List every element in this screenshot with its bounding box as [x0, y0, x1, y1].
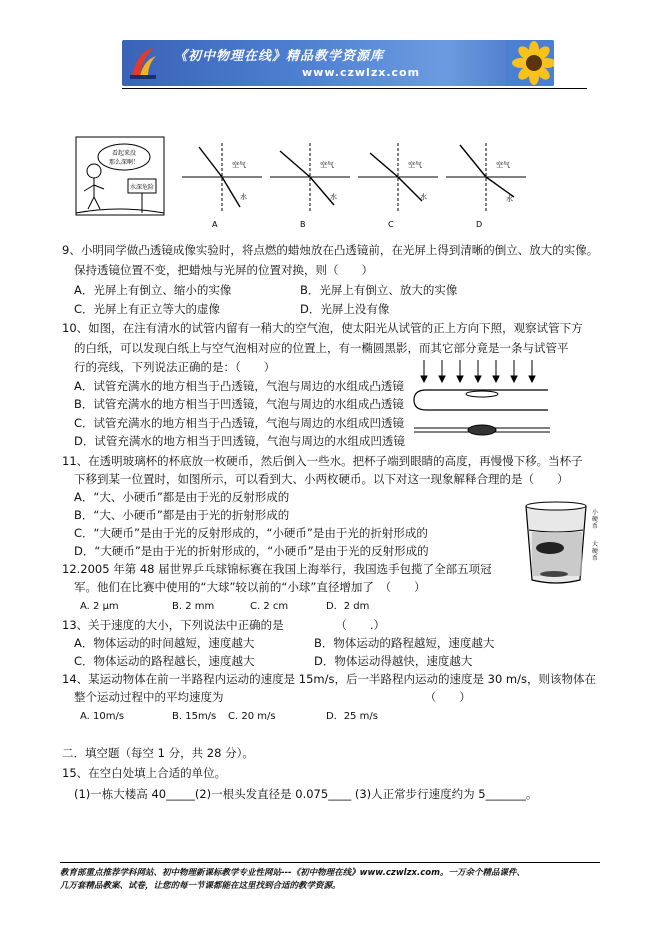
test-tube-figure	[412, 358, 552, 440]
q11-option-b: B．“大、小硬币”都是由于光的折射形成的	[74, 508, 290, 522]
q10-stem-line3: 行的亮线，下列说法正确的是：（ ）	[74, 360, 276, 374]
footer-line1: 教育部重点推荐学科网站、初中物理新课标教学专业性网站---《初中物理在线》www.czwlzx.com。一万余个精品课件、	[60, 868, 525, 878]
q10-option-d: D．试管充满水的地方相当于凹透镜，气泡与周边的水组成凹透镜	[74, 434, 405, 448]
q9-option-c: C．光屏上有正立等大的虚像	[74, 302, 221, 316]
q9-stem-line1: 9、小明同学做凸透镜成像实验时，将点燃的蜡烛放在凸透镜前，在光屏上得到清晰的倒立、放大的实像。	[62, 243, 599, 257]
option-label-c: C	[388, 220, 394, 229]
section2-title: 二．填空题（每空 1 分，共 28 分）。	[62, 746, 254, 760]
option-label-b: B	[300, 220, 306, 229]
cartoon-speech-2: 那么深啊！	[108, 159, 140, 166]
diagram-c	[358, 143, 438, 229]
air-label-a: 空气	[232, 161, 246, 169]
q9-option-d: D．光屏上没有像	[300, 302, 390, 316]
q9-option-b: B．光屏上有倒立、放大的实像	[300, 283, 458, 297]
q13-option-d: D．物体运动得越快，速度越大	[314, 654, 473, 668]
q14-stem-line2: 整个运动过程中的平均速度为 （ ）	[74, 690, 471, 704]
water-label-c: 水	[420, 193, 427, 201]
footer-line2: 几万套精品教案、试卷，让您的每一节课都能在这里找到合适的教学资源。	[60, 881, 341, 891]
diagram-d	[446, 143, 526, 229]
water-label-d: 水	[506, 195, 513, 203]
q12-option-c: C. 2 cm	[250, 601, 289, 612]
q14-option-d: D．25 m/s	[326, 711, 378, 722]
big-coin-label: 大硬币	[592, 541, 599, 562]
option-label-d: D	[476, 220, 483, 229]
water-label-a: 水	[240, 193, 247, 201]
small-coin-label: 小硬币	[592, 509, 599, 530]
air-label-b: 空气	[320, 161, 334, 169]
q11-stem-line1: 11、在透明玻璃杯的杯底放一枚硬币，然后倒入一些水。把杯子端到眼睛的高度，再慢慢下移。当杯子	[62, 454, 583, 468]
q11-stem-line2: 下移到某一位置时，如图所示，可以看到大、小两枚硬币。以下对这一现象解释合理的是（ ）	[74, 472, 569, 486]
q11-option-d: D．“大硬币”是由于光的折射形成的，“小硬币”是由于光的反射形成的	[74, 544, 429, 558]
q14-option-a: A. 10m/s	[80, 711, 125, 722]
diagram-a	[182, 143, 262, 229]
q13-option-c: C．物体运动的路程越长，速度越大	[74, 654, 255, 668]
header-rule	[122, 88, 587, 89]
q10-option-b: B．试管充满水的地方相当于凹透镜，气泡与周边的水组成凸透镜	[74, 397, 404, 411]
q11-option-a: A．“大、小硬币”都是由于光的反射形成的	[74, 490, 290, 504]
glass-cup-figure	[520, 500, 602, 588]
q10-option-a: A．试管充满水的地方相当于凸透镜，气泡与周边的水组成凸透镜	[74, 379, 404, 393]
q12-option-d: D．2 dm	[326, 601, 370, 612]
q11-option-c: C．“大硬币”是由于光的反射形成的，“小硬币”是由于光的折射形成的	[74, 526, 428, 540]
q12-option-a: A. 2 μm	[80, 601, 119, 612]
q10-stem-line1: 10、如图，在注有清水的试管内留有一稍大的空气泡，使太阳光从试管的正上方向下照，观察试管下方	[62, 321, 583, 335]
q10-stem-line2: 的白纸，可以发现白纸上与空气泡相对应的位置上，有一椭圆黑影，而其它部分竟是一条与试管平	[74, 341, 569, 355]
cartoon-speech-1: 看起来没	[111, 150, 137, 157]
air-label-c: 空气	[408, 161, 422, 169]
diagram-b	[270, 143, 350, 229]
q12-option-b: B. 2 mm	[172, 601, 215, 612]
banner-url: www.czwlzx.com	[302, 66, 421, 79]
q14-option-c: C. 20 m/s	[228, 711, 276, 722]
q13-option-a: A．物体运动的时间越短，速度越大	[74, 636, 255, 650]
q9-option-a: A．光屏上有倒立、缩小的实像	[74, 283, 232, 297]
q13-stem: 13、关于速度的大小，下列说法中正确的是 （ .）	[62, 618, 386, 632]
site-banner	[122, 40, 554, 86]
banner-title: 《初中物理在线》精品教学资源库	[174, 49, 385, 64]
sunflower-icon	[506, 40, 554, 86]
q10-option-c: C．试管充满水的地方相当于凸透镜，气泡与周边的水组成凹透镜	[74, 416, 405, 430]
q15-stem: 15、在空白处填上合适的单位。	[62, 766, 227, 780]
q14-stem-line1: 14、某运动物体在前一半路程内运动的速度是 15m/s，后一半路程内运动的速度是 30 m/s，则该物体在	[62, 672, 596, 686]
cartoon-illustration	[76, 137, 164, 215]
air-label-d: 空气	[496, 161, 510, 169]
q12-stem-line2: 军。他们在比赛中使用的“大球”较以前的“小球”直径增加了 （ ）	[74, 580, 426, 594]
site-logo-icon	[128, 46, 158, 80]
refraction-figure	[74, 135, 544, 230]
option-label-a: A	[212, 220, 218, 229]
q13-option-b: B．物体运动的路程越短，速度越大	[314, 636, 495, 650]
q9-stem-line2: 保持透镜位置不变，把蜡烛与光屏的位置对换，则（ ）	[74, 263, 373, 277]
water-label-b: 水	[330, 193, 337, 201]
q12-stem-line1: 12.2005 年第 48 届世界乒乓球锦标赛在我国上海举行，我国选手包揽了全部五项冠	[62, 562, 492, 576]
q14-option-b: B. 15m/s	[172, 711, 217, 722]
q15-items: (1)一栋大楼高 40_____(2)一根头发直径是 0.075____ (3)人正常步行速度约为 5_______。	[74, 787, 538, 801]
warning-sign-text: 水深危险	[129, 184, 155, 191]
footer-rule	[60, 862, 600, 863]
